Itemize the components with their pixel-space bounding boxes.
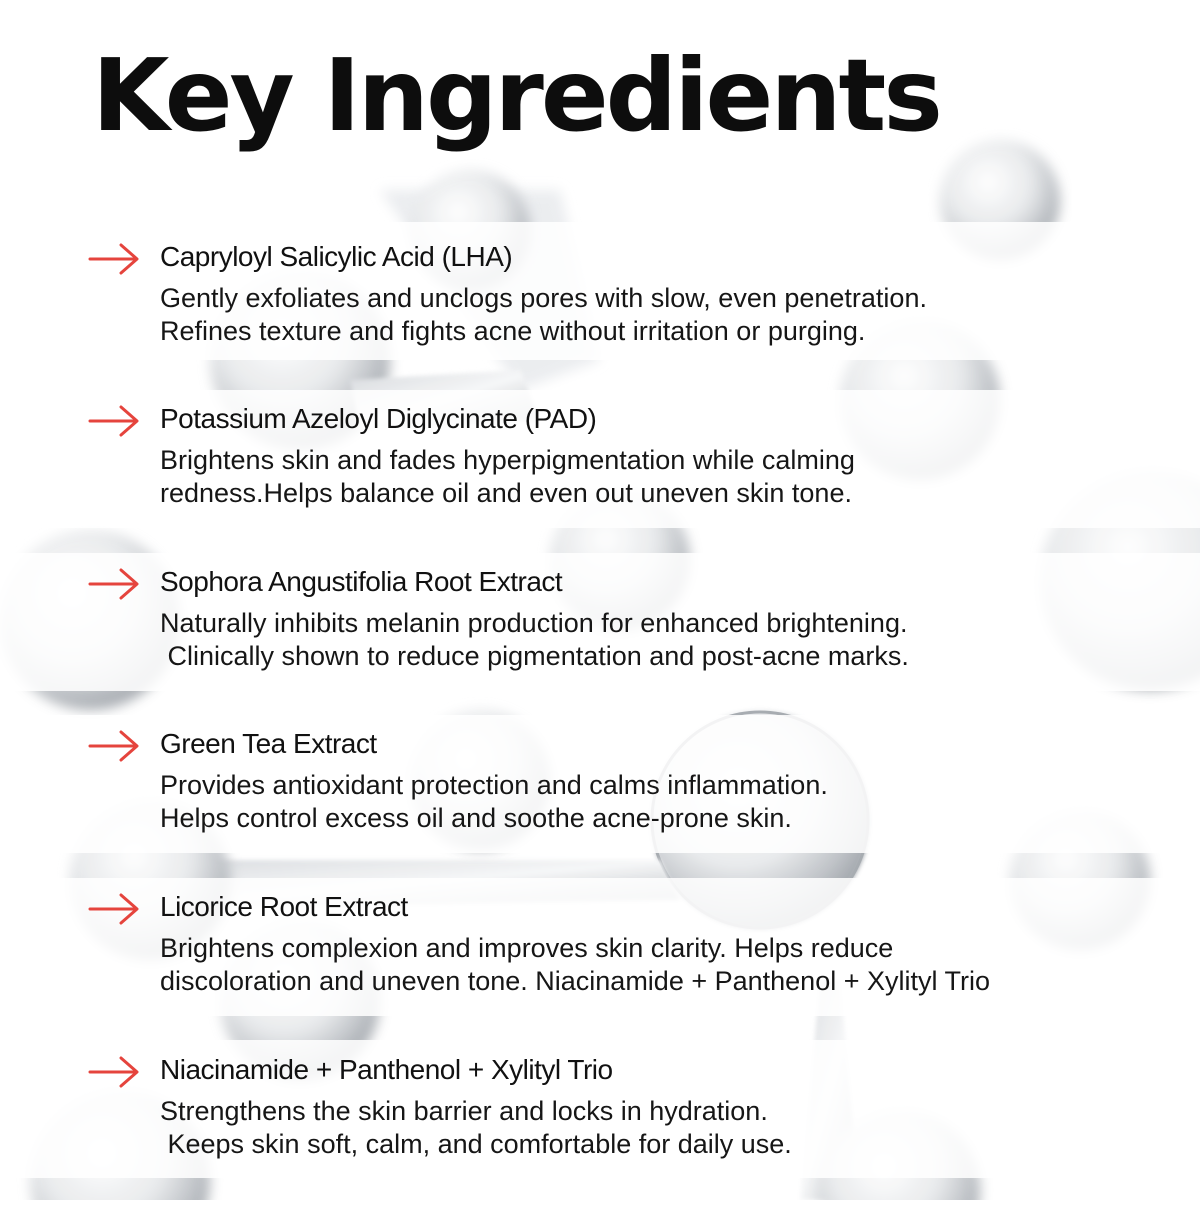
right-arrow-icon	[88, 892, 140, 926]
ingredient-name: Sophora Angustifolia Root Extract	[160, 566, 563, 597]
ingredient-item	[0, 241, 1200, 396]
ingredient-item	[0, 403, 1200, 558]
ingredient-description: Brightens skin and fades hyperpigmentation while calming redness.Helps balance oil and even out uneven skin tone.	[160, 445, 855, 508]
ingredient-description: Strengthens the skin barrier and locks in hydration. Keeps skin soft, calm, and comfortable for daily use.	[160, 1096, 792, 1159]
ingredient-name: Licorice Root Extract	[160, 891, 408, 922]
ingredient-description: Provides antioxidant protection and calms inflammation. Helps control excess oil and soothe acne-prone skin.	[160, 770, 828, 833]
ingredient-name: Capryloyl Salicylic Acid (LHA)	[160, 241, 513, 272]
right-arrow-icon	[88, 242, 140, 276]
page-title: Key Ingredients	[92, 37, 940, 154]
ingredient-name: Potassium Azeloyl Diglycinate (PAD)	[160, 403, 597, 434]
ingredient-name: Niacinamide + Panthenol + Xylityl Trio	[160, 1054, 613, 1085]
ingredient-item	[0, 566, 1200, 721]
ingredient-name: Green Tea Extract	[160, 728, 377, 759]
right-arrow-icon	[88, 567, 140, 601]
ingredient-item	[0, 891, 1200, 1046]
ingredient-item	[0, 1054, 1200, 1209]
ingredient-description: Naturally inhibits melanin production for enhanced brightening. Clinically shown to reduce pigmentation and post-acne marks.	[160, 608, 909, 671]
right-arrow-icon	[88, 729, 140, 763]
ingredient-description: Gently exfoliates and unclogs pores with slow, even penetration. Refines texture and fights acne without irritation or purging.	[160, 283, 927, 346]
right-arrow-icon	[88, 1055, 140, 1089]
ingredient-description: Brightens complexion and improves skin clarity. Helps reduce discoloration and uneven tone. Niacinamide + Panthenol + Xylityl Trio	[160, 933, 990, 996]
right-arrow-icon	[88, 404, 140, 438]
ingredient-item	[0, 728, 1200, 883]
